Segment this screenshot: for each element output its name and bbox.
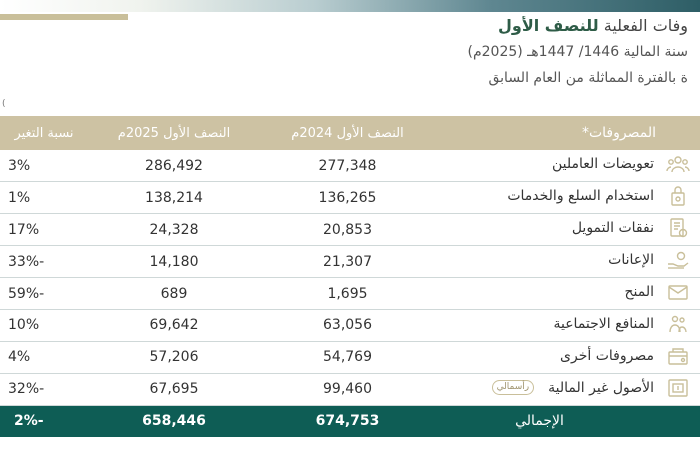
change-cell: 1% <box>8 189 31 206</box>
table-row <box>0 150 700 182</box>
table-row <box>0 214 700 246</box>
other-expenses-icon <box>664 344 692 368</box>
title-bold: للنصف الأول <box>497 16 599 35</box>
table-header-row <box>0 116 700 150</box>
social-benefits-icon <box>664 312 692 336</box>
row-name: استخدام السلع والخدمات <box>507 188 654 205</box>
page-title <box>88 16 688 35</box>
table-row <box>0 309 700 341</box>
row-name-cell <box>435 246 700 278</box>
non-financial-assets-icon <box>664 376 692 400</box>
row-name: المنح <box>624 284 654 300</box>
change-cell: 4% <box>8 349 31 366</box>
total-2025-cell: 658,446 <box>142 413 206 430</box>
row-name: تعويضات العاملين <box>551 156 654 173</box>
header-2024: النصف الأول 2024م <box>291 125 404 141</box>
row-name-cell <box>435 309 700 341</box>
row-name-cell <box>435 150 700 182</box>
value-2024-cell: 21,307 <box>323 253 372 270</box>
value-2024-cell: 20,853 <box>323 221 372 238</box>
table-row <box>0 341 700 373</box>
change-cell: 17% <box>8 221 40 238</box>
employees-icon <box>664 152 692 176</box>
change-cell: -32% <box>8 381 45 398</box>
table-row <box>0 278 700 310</box>
value-2025-cell: 286,492 <box>145 157 203 174</box>
value-2025-cell: 67,695 <box>149 381 199 398</box>
row-name-cell <box>435 341 700 373</box>
value-2025-cell: 69,642 <box>149 317 199 334</box>
subtitle-comparison: ة بالفترة المماثلة من العام السابق <box>488 70 688 86</box>
row-name-cell <box>435 182 700 214</box>
row-name: نفقات التمويل <box>571 220 654 237</box>
finance-costs-icon <box>664 216 692 240</box>
change-cell: 3% <box>8 157 31 174</box>
total-2024-cell: 674,753 <box>315 413 380 430</box>
table-row <box>0 246 700 278</box>
table-row <box>0 182 700 214</box>
total-change-cell: -2% <box>14 413 44 430</box>
value-2024-cell: 99,460 <box>323 381 372 398</box>
total-row <box>0 405 700 437</box>
row-name-cell <box>435 373 700 405</box>
change-cell: -33% <box>8 253 45 270</box>
change-cell: 10% <box>8 317 40 334</box>
value-2025-cell: 14,180 <box>149 253 199 270</box>
grants-icon <box>664 280 692 304</box>
unit-mark: ( <box>2 99 6 109</box>
table-row <box>0 373 700 405</box>
row-name-cell <box>435 278 700 310</box>
expenditures-table <box>0 116 700 437</box>
row-name: الأصول غير المالية <box>548 379 654 396</box>
row-name: مصروفات أخرى <box>560 347 654 364</box>
goods-services-icon <box>664 184 692 208</box>
title-prefix: وفات الفعلية <box>603 16 688 35</box>
row-name: المنافع الاجتماعية <box>553 315 654 332</box>
header-change: نسبة التغير <box>14 125 74 141</box>
value-2025-cell: 24,328 <box>149 221 199 238</box>
header-2025: النصف الأول 2025م <box>117 125 231 141</box>
subtitle-fiscal-year: سنة المالية 1446/ 1447هـ (2025م) <box>467 44 688 60</box>
value-2024-cell: 277,348 <box>318 157 377 174</box>
top-decorative-band <box>0 0 700 12</box>
value-2025-cell: 57,206 <box>149 349 199 366</box>
row-name-cell <box>435 214 700 246</box>
value-2025-cell: 138,214 <box>145 189 203 206</box>
value-2024-cell: 136,265 <box>318 189 377 206</box>
total-label: الإجمالي <box>515 413 564 430</box>
value-2024-cell: 54,769 <box>323 349 372 366</box>
value-2024-cell: 1,695 <box>327 285 368 302</box>
subsidies-icon <box>664 248 692 272</box>
value-2025-cell: 689 <box>160 285 188 302</box>
change-cell: -59% <box>8 285 45 302</box>
header-expenditures: المصروفات* <box>581 125 656 141</box>
value-2024-cell: 63,056 <box>323 317 372 334</box>
row-name: الإعانات <box>608 252 654 269</box>
capital-tag: رأسمالي <box>492 380 535 395</box>
